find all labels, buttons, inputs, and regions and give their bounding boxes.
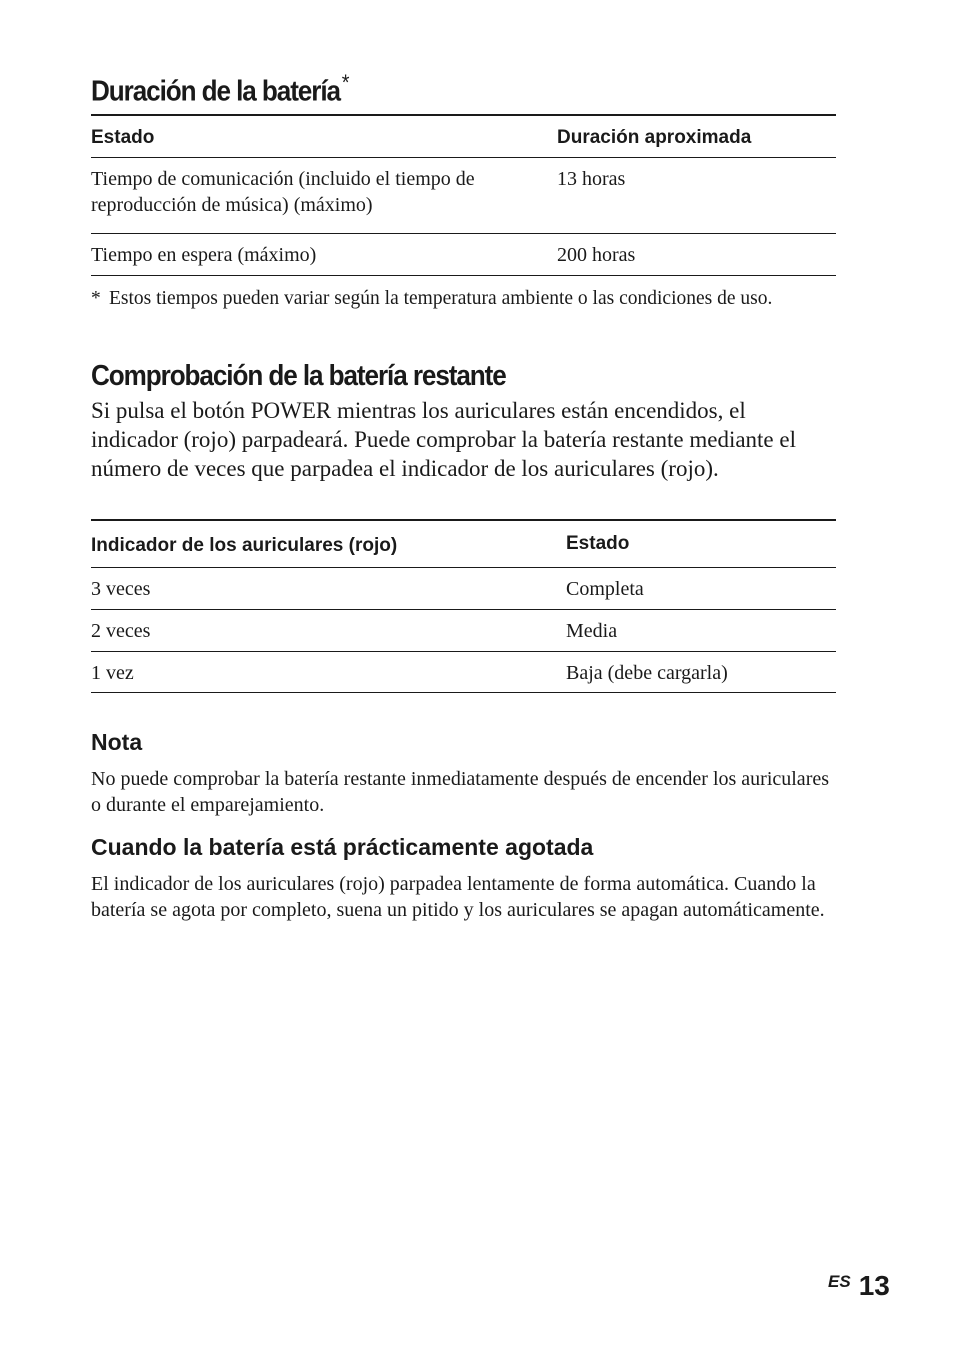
table-cell: 1 vez <box>91 662 134 684</box>
battery-duration-heading <box>91 72 348 107</box>
table-bottom-rule <box>91 692 836 693</box>
footnote-mark: * <box>91 288 101 309</box>
table-bottom-rule <box>91 275 836 276</box>
remaining-battery-intro: Si pulsa el botón POWER mientras los auriculares están encendidos, el indicador (rojo) parpadeará. Puede comprobar la batería restante mediante el número de veces que parpadea el indicador de los auriculares (rojo). <box>91 398 796 481</box>
table-row-rule <box>91 233 836 234</box>
table-header-rule <box>91 567 836 568</box>
table-row-rule <box>91 609 836 610</box>
title-footnote-mark: * <box>341 70 349 95</box>
table-cell: Tiempo de comunicación (incluido el tiempo de reproducción de música) (máximo) <box>91 168 475 216</box>
table-cell: 2 veces <box>91 620 151 642</box>
table-cell: Completa <box>566 578 644 600</box>
language-code: ES <box>828 1272 851 1291</box>
table-header-estado: Estado <box>566 533 630 554</box>
table-cell: 200 horas <box>557 244 636 266</box>
table-header-duracion: Duración aproximada <box>557 127 752 148</box>
page-number-block <box>828 1270 890 1302</box>
table-cell: 13 horas <box>557 168 626 190</box>
footnote-text: Estos tiempos pueden variar según la temperatura ambiente o las condiciones de uso. <box>109 288 773 309</box>
page-number: 13 <box>858 1270 890 1301</box>
table-top-rule <box>91 114 836 116</box>
table-header-indicador: Indicador de los auriculares (rojo) <box>91 535 398 556</box>
table-cell: Media <box>566 620 618 642</box>
table-header-rule <box>91 157 836 158</box>
battery-duration-title: Duración de la batería <box>91 75 340 108</box>
table-cell: Tiempo en espera (máximo) <box>91 244 317 266</box>
table-row-rule <box>91 651 836 652</box>
table-cell: 3 veces <box>91 578 151 600</box>
depleted-battery-heading: Cuando la batería está prácticamente agotada <box>91 834 594 860</box>
table-top-rule <box>91 519 836 521</box>
note-text: No puede comprobar la batería restante inmediatamente después de encender los auriculares o durante el emparejamiento. <box>91 768 830 816</box>
table-header-estado: Estado <box>91 127 155 148</box>
remaining-battery-heading: Comprobación de la batería restante <box>91 360 506 392</box>
table-cell: Baja (debe cargarla) <box>566 662 728 684</box>
depleted-battery-text: El indicador de los auriculares (rojo) parpadea lentamente de forma automática. Cuando la batería se agota por completo, suena un pitido y los auriculares se apagan automáticamente. <box>91 873 825 921</box>
note-heading: Nota <box>91 729 143 755</box>
footnote <box>91 286 836 312</box>
